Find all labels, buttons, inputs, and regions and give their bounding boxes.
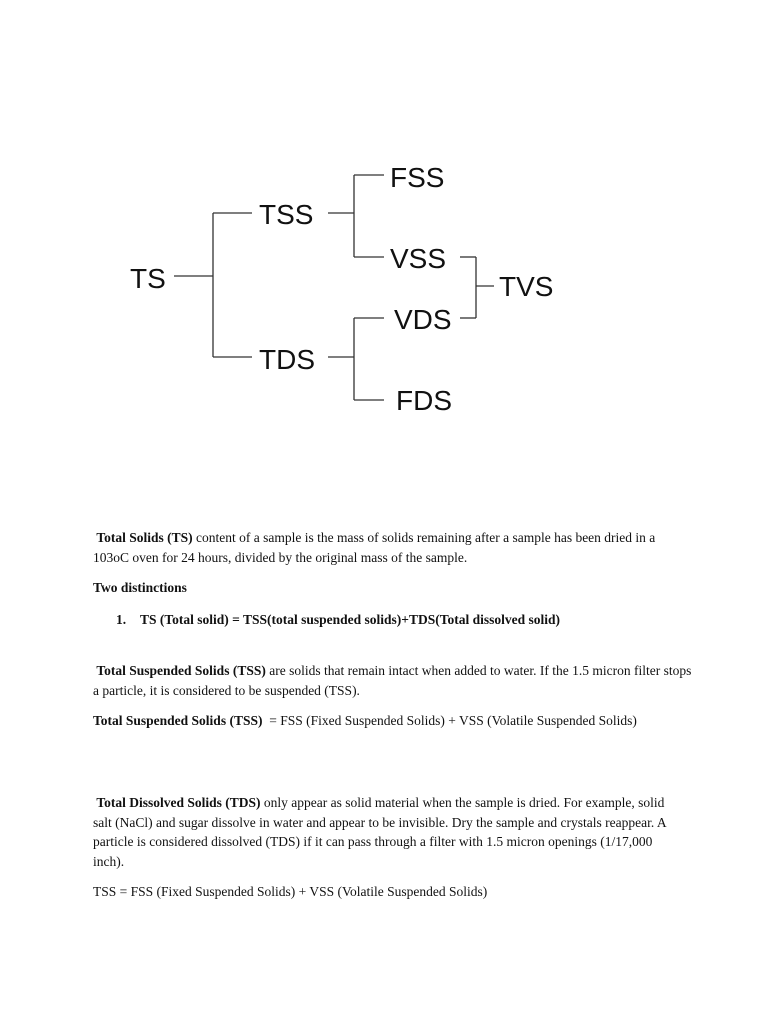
- tds-definition-paragraph: [93, 793, 683, 871]
- tss-equation-paragraph: [93, 711, 693, 731]
- numbered-list-item: [116, 610, 560, 630]
- node-fds: FDS: [396, 385, 452, 416]
- tss-term: Total Suspended Solids (TSS): [96, 663, 266, 678]
- node-tvs: TVS: [499, 271, 554, 302]
- node-ts: TS: [130, 263, 166, 294]
- tds-definition: only appear as solid material when the sample is dried. For example, solid salt (NaCl) and sugar dissolve in water and appear to be invisible. Dry the sample and crystals reappear. A particle is considered dissolved (TDS) if it can pass through a filter with 1.5 micron openings (1/17,000 inch).: [93, 795, 666, 869]
- node-tss: TSS: [259, 199, 314, 230]
- two-distinctions-heading: Two distinctions: [93, 580, 187, 595]
- tds-term: Total Dissolved Solids (TDS): [96, 795, 261, 810]
- node-vss: VSS: [390, 243, 447, 274]
- total-solids-paragraph: [93, 528, 693, 567]
- tss-equation-term: Total Suspended Solids (TSS): [93, 713, 263, 728]
- total-solids-term: Total Solids (TS): [96, 530, 193, 545]
- solids-classification-diagram: [0, 0, 768, 480]
- tss-equation-line: TSS = FSS (Fixed Suspended Solids) + VSS (Volatile Suspended Solids): [93, 884, 488, 899]
- total-solids-definition: content of a sample is the mass of solids remaining after a sample has been dried in a 103oC oven for 24 hours, divided by the original mass of the sample.: [93, 530, 656, 565]
- tss-definition-paragraph: [93, 661, 693, 700]
- list-number: 1.: [116, 612, 127, 627]
- node-tds: TDS: [259, 344, 315, 375]
- tss-definition: are solids that remain intact when added to water. If the 1.5 micron filter stops a particle, it is considered to be suspended (TSS).: [93, 663, 692, 698]
- node-vds: VDS: [394, 304, 452, 335]
- tss-equation-text: = FSS (Fixed Suspended Solids) + VSS (Volatile Suspended Solids): [262, 713, 637, 728]
- node-fss: FSS: [390, 162, 445, 193]
- list-item-text: TS (Total solid) = TSS(total suspended solids)+TDS(Total dissolved solid): [140, 612, 561, 627]
